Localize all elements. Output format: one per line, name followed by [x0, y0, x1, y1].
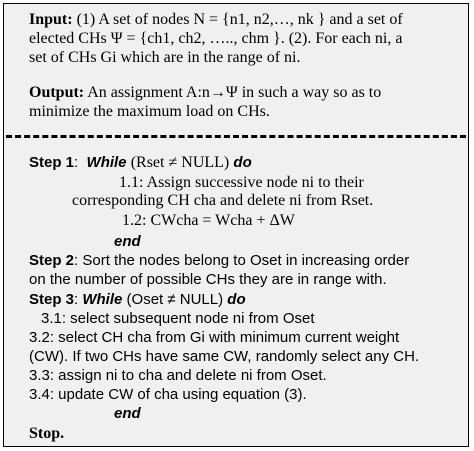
step3-4: 3.4: update CW of cha using equation (3).: [29, 386, 307, 403]
step3-end: end: [114, 405, 141, 422]
algorithm-box: [3, 3, 469, 447]
dashed-divider: [6, 135, 466, 138]
step1-end: end: [114, 233, 141, 250]
step3-2-line-b: (CW). If two CHs have same CW, randomly select any CH.: [29, 348, 420, 365]
step3-2-line-a: 3.2: select CH cha from Gi with minimum current weight: [29, 329, 400, 346]
step1-header: Step 1: While (Rset ≠ NULL) do: [29, 154, 252, 171]
step1-1-line-b: corresponding CH cha and delete ni from Rset.: [72, 192, 374, 209]
output-section: [29, 83, 459, 121]
step1-1-line-a: 1.1: Assign successive node ni to their: [119, 174, 364, 191]
step1-while: While: [86, 154, 127, 171]
step3-do: do: [227, 291, 246, 308]
step2-text-a: : Sort the nodes belong to Oset in increasing order: [74, 252, 410, 269]
step2-label: Step 2: [29, 252, 75, 269]
input-line-3: set of CHs Gi which are in the range of ni.: [29, 49, 301, 66]
step3-header: Step 3: While (Oset ≠ NULL) do: [29, 291, 246, 308]
input-line-1: [29, 10, 459, 29]
output-text-1: An assignment A:n→Ψ in such a way so as to: [84, 84, 382, 101]
step1-2-formula: 1.2: CWcha = Wcha + ΔW: [122, 212, 295, 229]
output-line-1: [29, 83, 459, 102]
input-label: Input:: [29, 11, 73, 28]
step3-3: 3.3: assign ni to cha and delete ni from Oset.: [29, 367, 327, 384]
output-label: Output:: [29, 84, 85, 101]
step2-line-b: on the number of possible CHs they are in range with.: [29, 271, 387, 288]
step1-do: do: [233, 154, 252, 171]
step3-condition: (Oset ≠ NULL): [126, 291, 224, 308]
step3-label: Step 3: [29, 291, 75, 308]
step3-while: While: [82, 291, 123, 308]
input-section: [29, 10, 459, 67]
step3-1: 3.1: select subsequent node ni from Oset: [41, 310, 315, 327]
step2-line-a: [29, 251, 459, 270]
step1-label: Step 1: [29, 154, 75, 171]
input-text-1: (1) A set of nodes N = {n1, n2,…, nk } and a set of: [72, 11, 403, 28]
output-line-2: minimize the maximum load on CHs.: [29, 103, 270, 120]
input-line-2: elected CHs Ψ = {ch1, ch2, ….., chm }. (2). For each ni, a: [29, 30, 403, 47]
step1-condition: (Rset ≠ NULL): [130, 154, 230, 171]
stop-line: Stop.: [29, 425, 65, 442]
